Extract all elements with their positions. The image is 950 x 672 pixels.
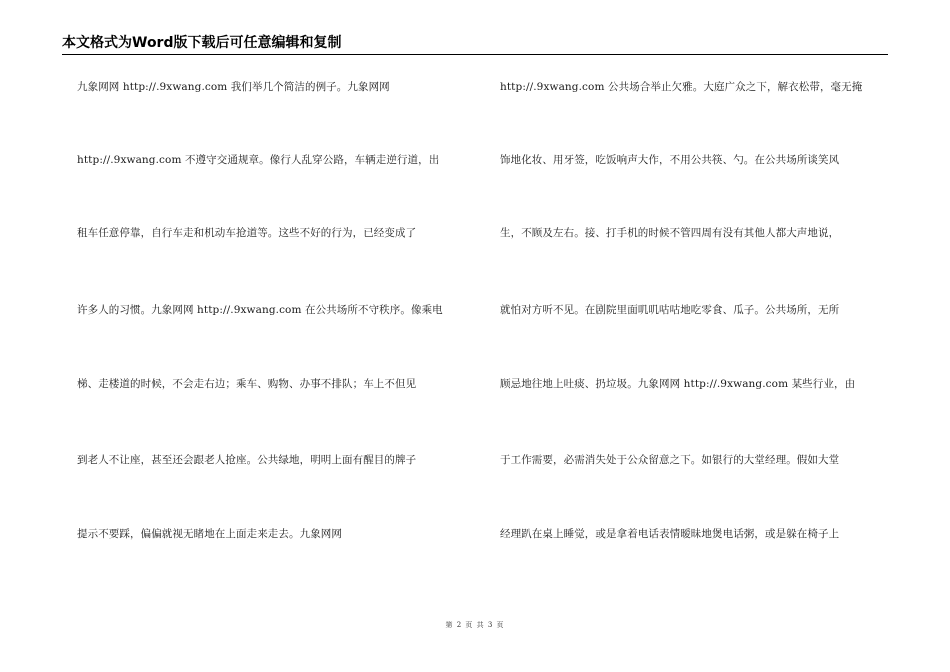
- text-line: 梯、走楼道的时候，不会走右边；乘车、购物、办事不排队；车上不但见: [77, 378, 417, 390]
- text-line: 许多人的习惯。九象网网 http://.9xwang.com 在公共场所不守秩序。像乘电: [77, 304, 443, 316]
- text-line: http://.9xwang.com 不遵守交通规章。像行人乱穿公路，车辆走逆行道，出: [77, 154, 440, 166]
- text-line: 租车任意停靠，自行车走和机动车抢道等。这些不好的行为，已经变成了: [77, 227, 417, 239]
- text-line: 到老人不让座，甚至还会跟老人抢座。公共绿地，明明上面有醒目的牌子: [77, 454, 417, 466]
- document-header: [62, 34, 888, 55]
- text-line: 顾忌地往地上吐痰、扔垃圾。九象网网 http://.9xwang.com 某些行业，由: [500, 378, 856, 390]
- text-line: 九象网网 http://.9xwang.com 我们举几个简洁的例子。九象网网: [77, 81, 390, 93]
- page-number: 第 2 页 共 3 页: [445, 621, 505, 629]
- text-line: 生，不顾及左右。接、打手机的时候不管四周有没有其他人都大声地说，: [500, 227, 840, 239]
- header-title: 本文格式为Word版下载后可任意编辑和复制: [62, 35, 342, 51]
- text-line: 于工作需要，必需消失处于公众留意之下。如银行的大堂经理。假如大堂: [500, 454, 840, 466]
- text-line: http://.9xwang.com 公共场合举止欠雅。大庭广众之下，解衣松带，毫无掩: [500, 81, 863, 93]
- text-line: 经理趴在桌上睡觉，或是拿着电话表情暧昧地煲电话粥，或是躲在椅子上: [500, 528, 840, 540]
- text-line: 饰地化妆、用牙签，吃饭响声大作，不用公共筷、勺。在公共场所谈笑风: [500, 154, 840, 166]
- text-line: 提示不要踩，偏偏就视无睹地在上面走来走去。九象网网: [77, 528, 342, 540]
- text-line: 就怕对方听不见。在剧院里面叽叽咕咕地吃零食、瓜子。公共场所，无所: [500, 304, 840, 316]
